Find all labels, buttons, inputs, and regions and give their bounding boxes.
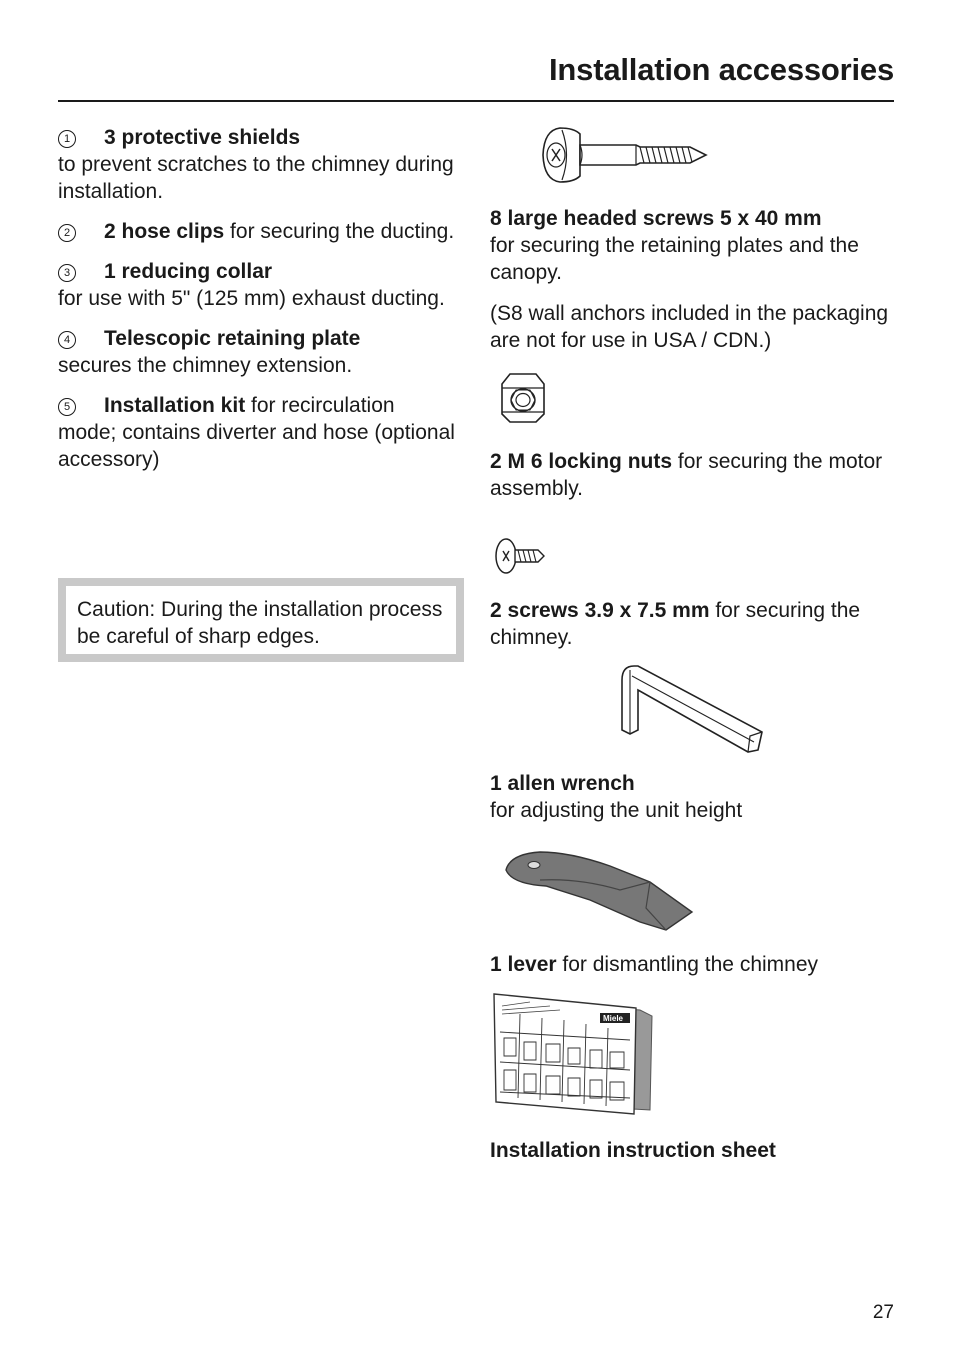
- item-number-badge: 5: [58, 398, 76, 416]
- item-number-badge: 1: [58, 130, 76, 148]
- item-number-badge: 2: [58, 224, 76, 242]
- caution-box: [58, 578, 464, 662]
- instruction-sheet-icon: [490, 990, 660, 1118]
- item-description: for dismantling the chimney: [556, 953, 819, 976]
- lever-icon: [500, 848, 696, 932]
- item-title: 2 hose clips: [104, 220, 225, 243]
- accessory-item-small-screws: [490, 597, 900, 651]
- page-number: 27: [872, 1302, 894, 1323]
- large-screw-icon: [540, 122, 710, 188]
- item-title: 3 protective shields: [104, 126, 301, 149]
- item-description: for securing the retaining plates and the canopy.: [490, 234, 859, 284]
- item-title: Installation instruction sheet: [490, 1139, 776, 1162]
- accessory-item-lever: [490, 951, 900, 978]
- item-description: for securing the motor assembly.: [490, 450, 883, 500]
- item-title: 1 lever: [490, 953, 557, 976]
- accessory-item-protective-shields: [58, 124, 458, 205]
- title-divider: [58, 100, 894, 102]
- item-description: for use with 5" (125 mm) exhaust ducting.: [58, 287, 445, 310]
- item-description: for securing the ducting.: [224, 220, 455, 243]
- accessory-item-installation-kit: [58, 392, 458, 473]
- allen-wrench-icon: [616, 660, 768, 758]
- accessory-item-large-screws: [490, 205, 900, 286]
- item-title: 2 screws 3.9 x 7.5 mm: [490, 599, 710, 622]
- sheet-brand-logo: Miele: [603, 1014, 624, 1023]
- item-title: 1 reducing collar: [104, 260, 273, 283]
- page-title: Installation accessories: [549, 52, 894, 87]
- small-screw-icon: [494, 536, 546, 576]
- accessory-list: [58, 124, 458, 486]
- accessory-item-hose-clips: [58, 218, 458, 245]
- accessory-item-instruction-sheet: [490, 1137, 900, 1164]
- accessory-item-reducing-collar: [58, 258, 458, 312]
- item-title: Telescopic retaining plate: [104, 327, 361, 350]
- wall-anchors-note: (S8 wall anchors included in the packaging are not for use in USA / CDN.): [490, 302, 889, 352]
- item-title: 1 allen wrench: [490, 772, 635, 795]
- locking-nut-icon: [496, 370, 550, 426]
- accessory-item-retaining-plate: [58, 325, 458, 379]
- item-description: for adjusting the unit height: [490, 799, 743, 822]
- accessory-item-allen-wrench: [490, 770, 900, 824]
- item-description: for securing the chimney.: [490, 599, 861, 649]
- accessory-item-locking-nuts: [490, 448, 900, 502]
- item-title: 8 large headed screws 5 x 40 mm: [490, 207, 822, 230]
- item-number-badge: 3: [58, 264, 76, 282]
- item-number-badge: 4: [58, 331, 76, 349]
- item-description: to prevent scratches to the chimney during installation.: [58, 153, 454, 203]
- caution-text: Caution: During the installation process be careful of sharp edges.: [66, 586, 456, 654]
- item-description: for recirculation mode; contains diverter and hose (optional accessory): [58, 394, 455, 471]
- item-description: secures the chimney extension.: [58, 354, 353, 377]
- item-title: Installation kit: [104, 394, 246, 417]
- item-title: 2 M 6 locking nuts: [490, 450, 673, 473]
